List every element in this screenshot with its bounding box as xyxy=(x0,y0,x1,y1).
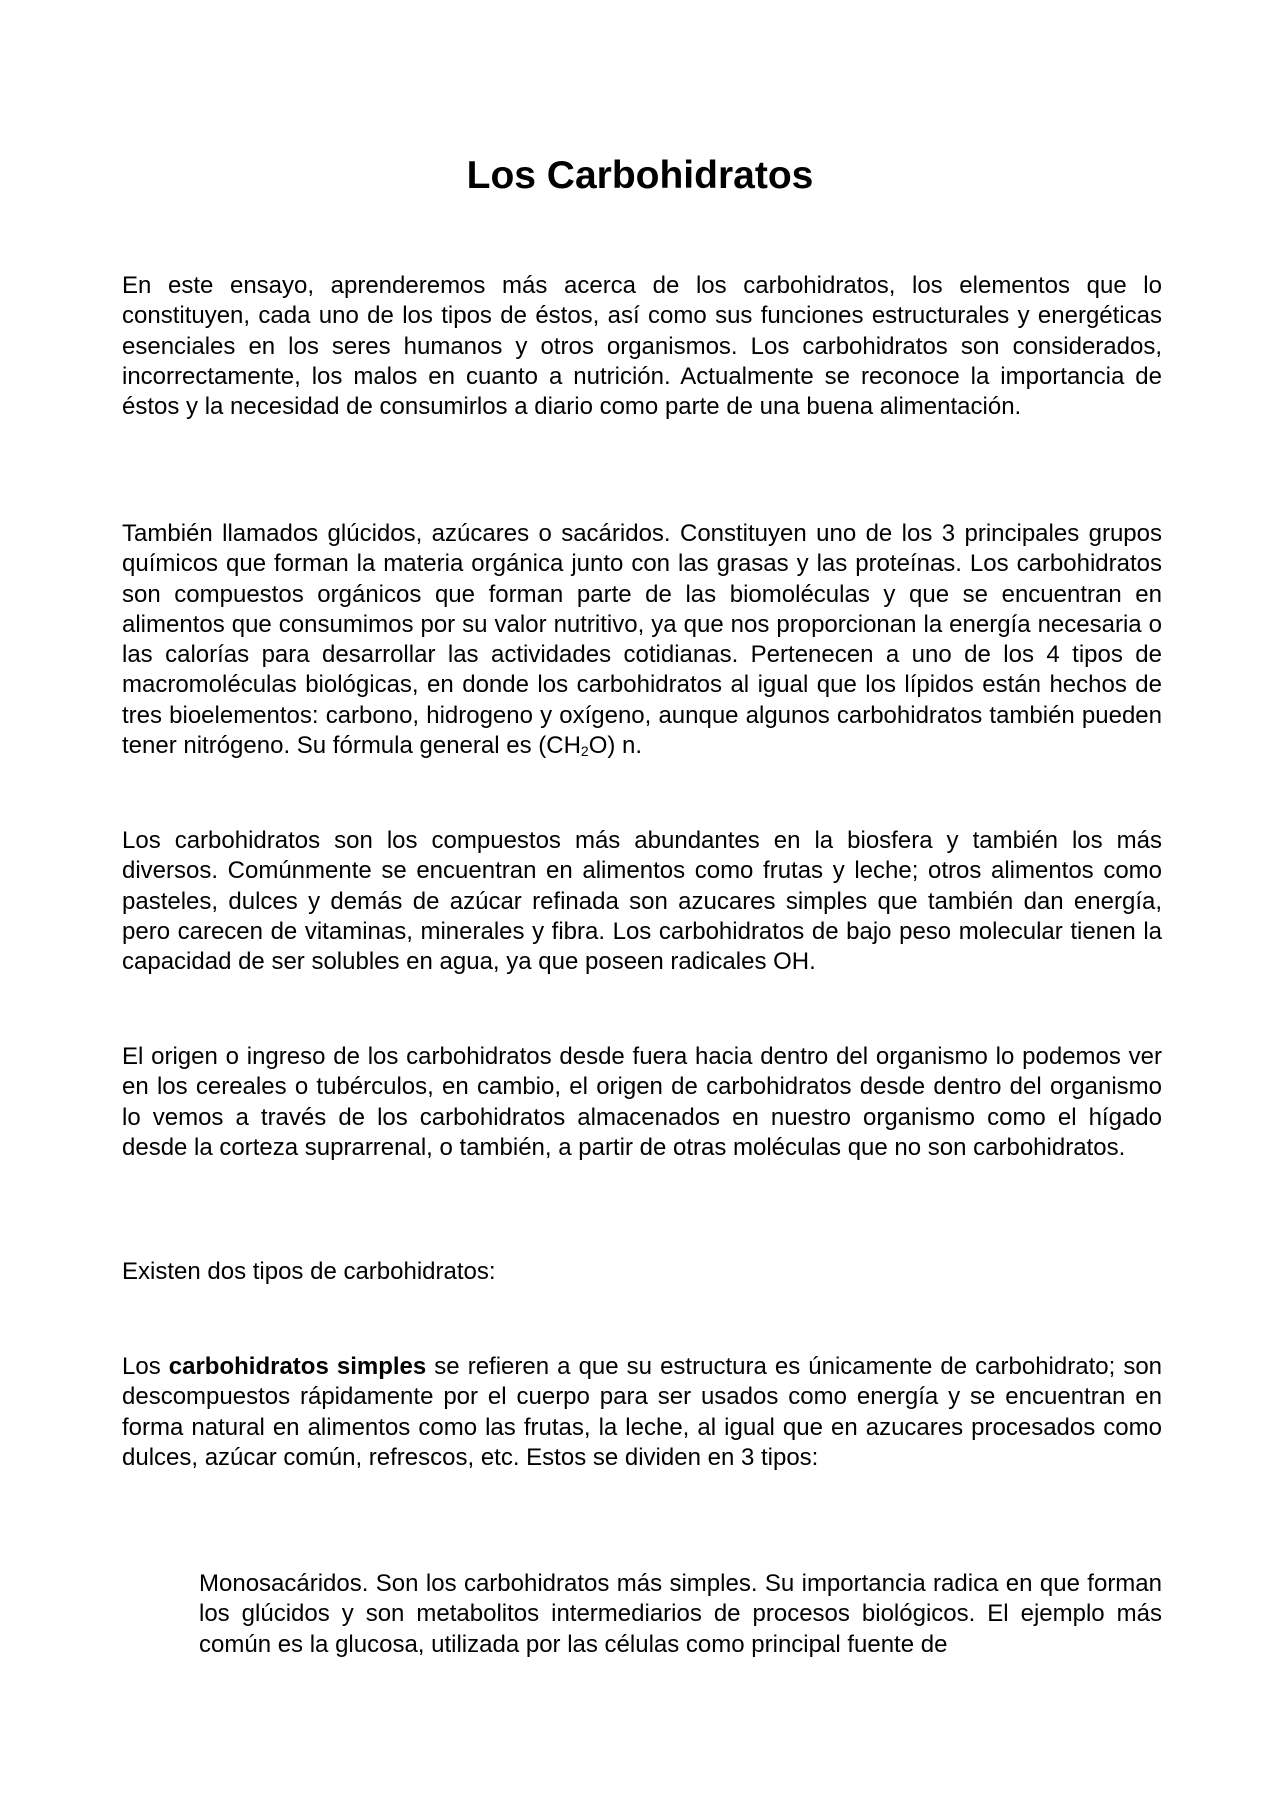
paragraph-definition xyxy=(122,519,1162,761)
paragraph-monosaccharides: Monosacáridos. Son los carbohidratos más simples. Su importancia radica en que forman los glúcidos y son metabolitos intermediarios de procesos biológicos. El ejemplo más común es la glucosa, utilizada por las células como principal fuente de xyxy=(199,1570,1162,1658)
paragraph-abundance: Los carbohidratos son los compuestos más abundantes en la biosfera y también los más diversos. Comúnmente se encuentran en alimentos como frutas y leche; otros alimentos como pasteles, dulces y demás de azúcar refinada son azucares simples que también dan energía, pero carecen de vitaminas, minerales y fibra. Los carbohidratos de bajo peso molecular tienen la capacidad de ser solubles en agua, ya que poseen radicales OH. xyxy=(122,827,1162,976)
paragraph-intro: En este ensayo, aprenderemos más acerca de los carbohidratos, los elementos que lo constituyen, cada uno de los tipos de éstos, así como sus funciones estructurales y energéticas esenciales en los seres humanos y otros organismos. Los carbohidratos son considerados, incorrectamente, los malos en cuanto a nutrición. Actualmente se reconoce la importancia de éstos y la necesidad de consumirlos a diario como parte de una buena alimentación. xyxy=(122,272,1162,421)
paragraph-origin: El origen o ingreso de los carbohidratos desde fuera hacia dentro del organismo lo podemos ver en los cereales o tubérculos, en cambio, el origen de carbohidratos desde dentro del organismo lo vemos a través de los carbohidratos almacenados en nuestro organismo como el hígado desde la corteza suprarrenal, o también, a partir de otras moléculas que no son carbohidratos. xyxy=(122,1043,1162,1161)
definition-text: También llamados glúcidos, azúcares o sacáridos. Constituyen uno de los 3 principales grupos químicos que forman la materia orgánica junto con las grasas y las proteínas. Los carbohidratos son compuestos orgánicos que forman parte de las biomoléculas y que se encuentran en alimentos que consumimos por su valor nutritivo, ya que nos proporcionan la energía necesaria o las calorías para desarrollar las actividades cotidianas. Pertenecen a uno de los 4 tipos de macromoléculas biológicas, en donde los carbohidratos al igual que los lípidos están hechos de tres bioelementos: carbono, hidrogeno y oxígeno, aunque algunos carbohidratos también pueden tener nitrógeno. Su fórmula general es (CH xyxy=(122,520,1162,760)
simple-carbohydrates-term: carbohidratos simples xyxy=(168,1353,427,1380)
document-title: Los Carbohidratos xyxy=(466,154,814,197)
formula-subscript: 2 xyxy=(580,743,589,760)
simple-rest: se refieren a que su estructura es únicamente de carbohidrato; son descompuestos rápidamente por el cuerpo para ser usados como energía y se encuentran en forma natural en alimentos como las frutas, la leche, al igual que en azucares procesados como dulces, azúcar común, refrescos, etc. Estos se dividen en 3 tipos: xyxy=(122,1353,1163,1471)
formula-end: O) n. xyxy=(588,732,643,760)
paragraph-simple-carbohydrates xyxy=(122,1352,1162,1473)
paragraph-types-intro: Existen dos tipos de carbohidratos: xyxy=(122,1258,496,1285)
simple-prefix: Los xyxy=(122,1353,169,1380)
